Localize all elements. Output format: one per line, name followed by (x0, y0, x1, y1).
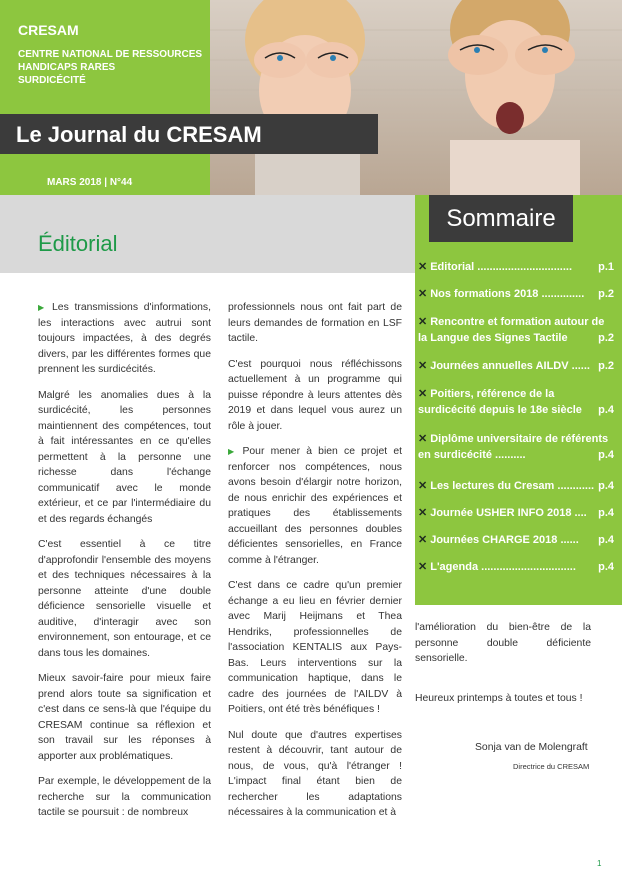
paragraph: C'est essentiel à ce titre d'approfondir l'ensemble des moyens et des techniques nécessaires à la personne atteinte d'une double déficience sensorielle visuelle et auditive, d'interagir avec son environnement, son entourage, et ce dans tous les domaines. (38, 539, 211, 659)
x-bullet-icon: ✕ (418, 261, 428, 273)
signature-role: Directrice du CRESAM (513, 762, 590, 771)
toc-item-aildv[interactable]: ✕ Journées annuelles AILDV ...... p.2 (418, 360, 614, 372)
sommaire-panel (415, 195, 622, 605)
paragraph: l'amélioration du bien-être de la personne double déficiente sensorielle. (415, 622, 591, 664)
sommaire-header (429, 195, 573, 242)
editorial-band (0, 195, 415, 273)
paragraph: Nul doute que d'autres expertises restent à découvrir, tant autour de nous, de vous, qu'à l'étranger ! L'impact final étant bien de rechercher les adaptations nécessaires à la communication et à (228, 729, 402, 818)
paragraph: C'est dans ce cadre qu'un premier échange a eu lieu en février dernier avec Marij Heijmans et Thea Hendriks, professionnelles de l'association KENTALIS aux Pays-Bas. Leurs interventions sur la communication haptique, dans le cadre des journées de l'AILDV à Poitiers, ont été très bénéfiques ! (228, 580, 402, 715)
sommaire-title: Sommaire (446, 205, 556, 232)
editorial-column-2 (228, 300, 402, 831)
cover-photo (210, 0, 622, 195)
paragraph: ▶ Les transmissions d'informations, les interactions avec autrui sont toujours impactées, à des degrés divers, par les différentes formes que prennent les surdicécités. (38, 302, 212, 375)
toc-item-lst[interactable]: ✕ Rencontre et formation autour de la Langue des Signes Tactile p.2 (418, 316, 614, 344)
signature-name: Sonja van de Molengraft (475, 742, 588, 753)
toc-item-lectures[interactable]: ✕ Les lectures du Cresam ............ p.4 (418, 480, 614, 492)
header-green-panel (0, 0, 210, 195)
editorial-column-3 (415, 620, 591, 716)
editorial-title: Éditorial (38, 231, 118, 256)
paragraph: Heureux printemps à toutes et tous ! (415, 692, 583, 704)
x-bullet-icon: ✕ (418, 388, 428, 400)
toc-item-editorial[interactable]: ✕ Editorial ............................... p.1 (418, 261, 614, 273)
paragraph: C'est pourquoi nous réfléchissons actuellement à un programme qui puisse répondre à leurs attentes dès 2019 et dans lequel vous aurez un rôle à jouer. (228, 358, 402, 432)
x-bullet-icon: ✕ (418, 480, 428, 492)
org-subtitle-line-3: SURDICÉCITÉ (18, 75, 86, 86)
x-bullet-icon: ✕ (418, 433, 428, 445)
org-subtitle-line-1: CENTRE NATIONAL DE RESSOURCES (18, 49, 203, 60)
toc-item-usher[interactable]: ✕ Journée USHER INFO 2018 .... p.4 (418, 507, 614, 519)
x-bullet-icon: ✕ (418, 360, 428, 372)
x-bullet-icon: ✕ (418, 316, 428, 328)
toc-item-agenda[interactable]: ✕ L'agenda ............................... p.4 (418, 561, 614, 573)
toc-item-charge[interactable]: ✕ Journées CHARGE 2018 ...... p.4 (418, 534, 614, 546)
toc-item-formations[interactable]: ✕ Nos formations 2018 .............. p.2 (418, 288, 614, 300)
toc-item-diplome[interactable]: ✕ Diplôme universitaire de référents en surdicécité .......... p.4 (418, 433, 614, 461)
paragraph: professionnels nous ont fait part de leurs demandes de formation en LSF tactile. (228, 302, 402, 344)
org-subtitle (18, 48, 202, 87)
journal-title-bar (0, 114, 378, 154)
paragraph: Malgré les anomalies dues à la surdicécité, les personnes maintiennent des compétences, tout à fait intéressantes en ce qu'elles permettent à la personne une richesse dans l'échange communicatif avec le monde extérieur, et ce par l'intermédiaire du et des regards échangés (38, 389, 211, 525)
paragraph: ▶ Pour mener à bien ce projet et renforcer nos compétences, nous avons besoin d'élargir notre horizon, de nous enrichir des expériences et pratiques des établissements accueillant des personnes doubles déficientes sensorielles, en France comme à l'étranger. (228, 446, 402, 566)
triangle-bullet-icon: ▶ (228, 447, 238, 456)
issue-label: MARS 2018 | N°44 (47, 177, 133, 188)
x-bullet-icon: ✕ (418, 507, 428, 519)
paragraph: Par exemple, le développement de la recherche sur la communication tactile se poursuit : de nombreux (38, 776, 211, 818)
org-subtitle-line-2: HANDICAPS RARES (18, 62, 116, 73)
journal-title: Le Journal du CRESAM (16, 122, 262, 147)
x-bullet-icon: ✕ (418, 534, 428, 546)
org-name: CRESAM (18, 22, 79, 38)
paragraph: Mieux savoir-faire pour mieux faire prend alors toute sa signification et c'est dans ce sens-là que l'équipe du CRESAM continue sa réflexion et son travail sur les réponses à apporter aux problématiques. (38, 673, 211, 762)
editorial-column-1 (38, 300, 211, 831)
toc-item-poitiers[interactable]: ✕ Poitiers, référence de la surdicécité depuis le 18e siècle p.4 (418, 388, 614, 416)
page-number: 1 (597, 859, 602, 868)
x-bullet-icon: ✕ (418, 288, 428, 300)
triangle-bullet-icon: ▶ (38, 303, 48, 312)
x-bullet-icon: ✕ (418, 561, 428, 573)
